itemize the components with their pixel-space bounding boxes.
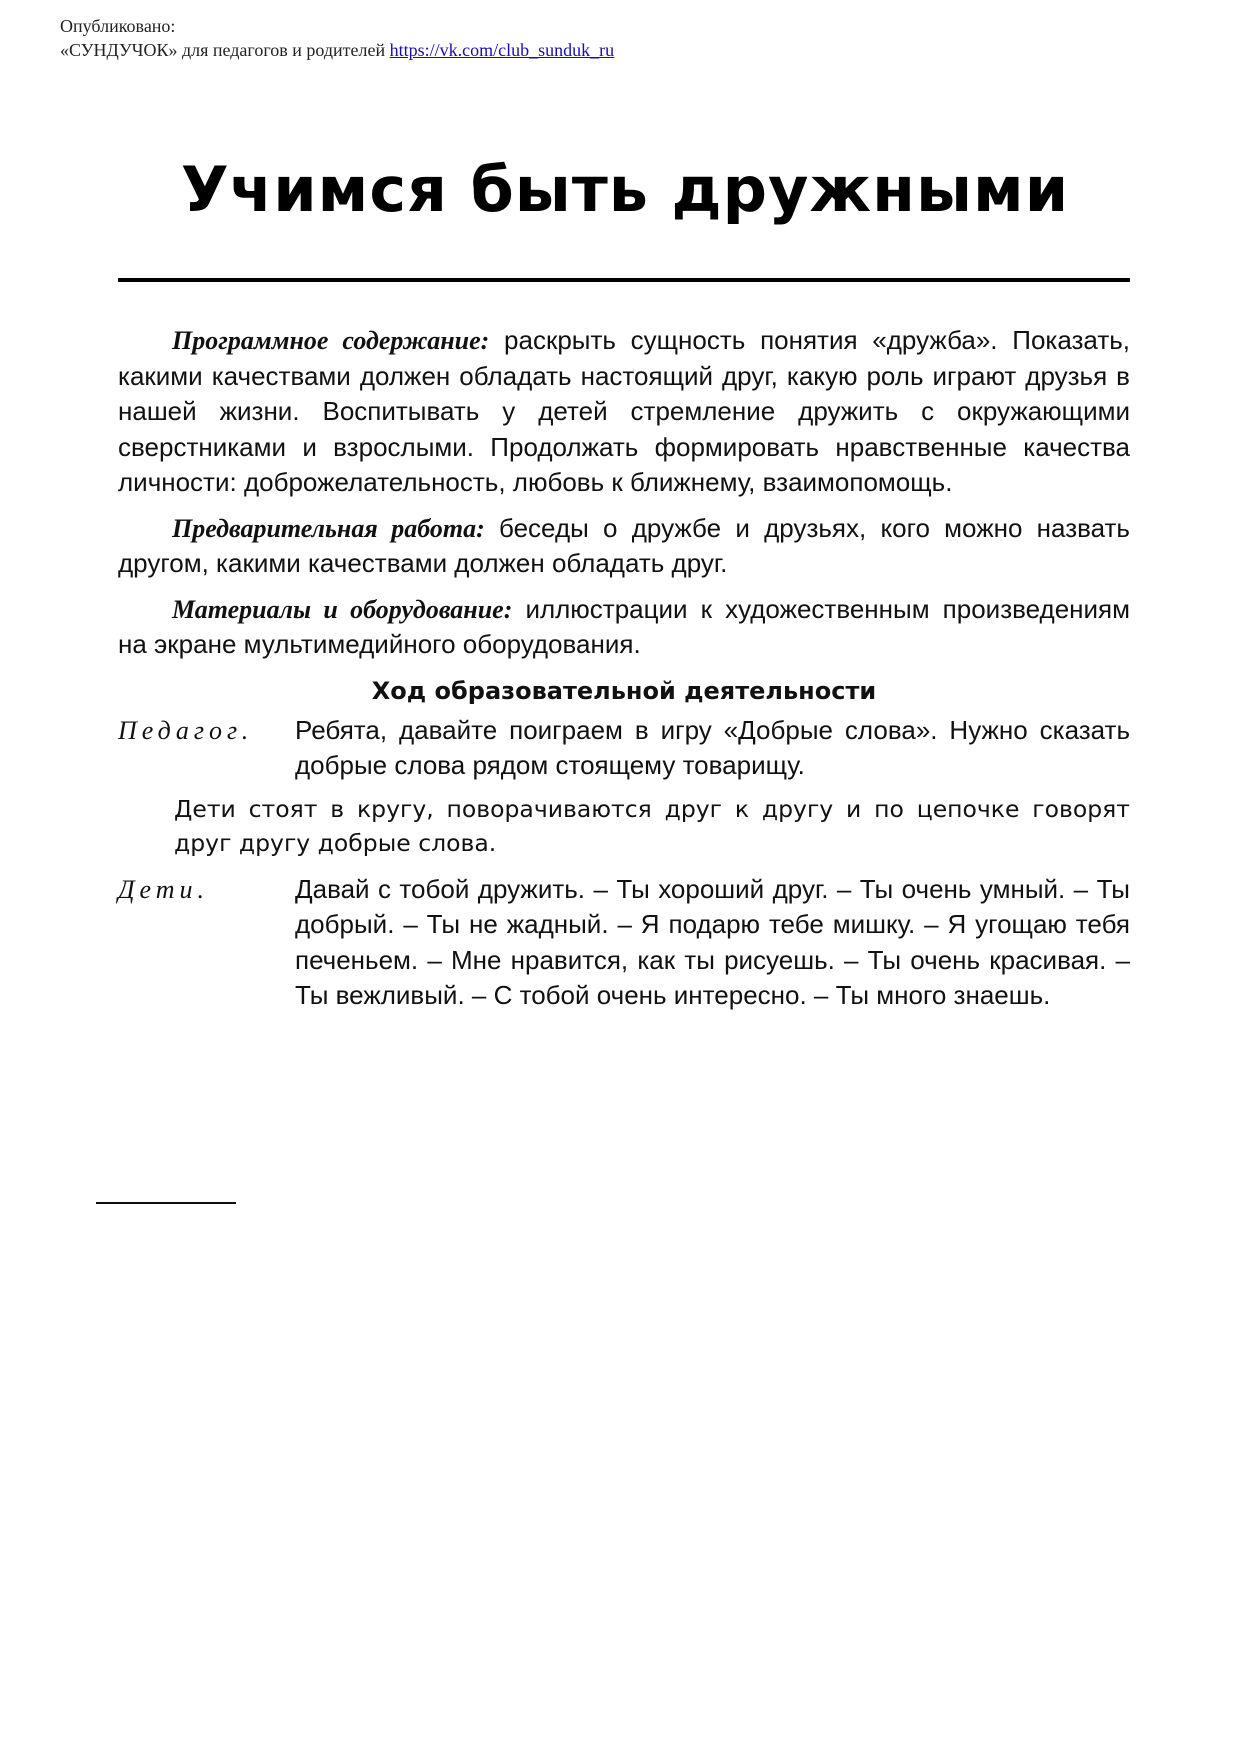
published-label: Опубликовано: — [60, 16, 176, 36]
preliminary-paragraph — [118, 511, 1130, 582]
program-label: Программное содержание: — [172, 326, 490, 355]
teacher-speaker: Педагог. — [118, 715, 254, 745]
preliminary-label: Предварительная работа: — [172, 513, 485, 543]
program-text: раскрыть сущность понятия «дружба». Показать, какими качествами должен обладать настоящий друг, какую роль играют друзья в нашей жизни. Воспитывать у детей стремление дружить с окружающими сверстниками и взрослыми. Продолжать формировать нравственные качества личности: доброжелательность, любовь к ближнему, взаимопомощь. — [118, 325, 1130, 497]
publication-header — [60, 14, 614, 62]
teacher-line — [118, 713, 1130, 784]
teacher-text: Ребята, давайте поиграем в игру «Добрые слова». Нужно сказать добрые слова рядом стоящему товарищу. — [295, 714, 1130, 780]
source-text: «СУНДУЧОК» для педагогов и родителей — [60, 40, 386, 60]
materials-text: иллюстрации к художественным произведениям на экране мультимедийного оборудования. — [118, 593, 1130, 659]
source-line — [60, 38, 614, 62]
document-body — [118, 323, 1130, 1022]
preliminary-text: беседы о дружбе и друзьях, кого можно назвать другом, какими качествами должен обладать друг. — [118, 512, 1130, 578]
program-paragraph — [118, 323, 1130, 501]
activity-heading: Ход образовательной деятельности — [371, 676, 877, 705]
title-divider — [118, 278, 1130, 282]
children-text: Давай с тобой дружить. – Ты хороший друг. – Ты очень умный. – Ты добрый. – Ты не жадный. – Я подарю тебе мишку. – Я угощаю тебя печеньем. – Мне нравится, как ты рисуешь. – Ты очень красивая. – Ты вежливый. – С тобой очень интересно. – Ты много знаешь. — [295, 873, 1130, 1010]
children-line — [118, 872, 1130, 1014]
materials-paragraph — [118, 592, 1130, 663]
footnote-divider — [96, 1202, 236, 1204]
materials-label: Материалы и оборудование: — [172, 594, 513, 624]
stage-direction: Дети стоят в кругу, поворачиваются друг к другу и по цепочке говорят друг другу добрые слова. — [174, 794, 1130, 857]
source-link[interactable]: https://vk.com/club_sunduk_ru — [389, 40, 615, 60]
page-title: Учимся быть дружными — [180, 153, 1070, 226]
children-speaker: Дети. — [118, 874, 210, 904]
